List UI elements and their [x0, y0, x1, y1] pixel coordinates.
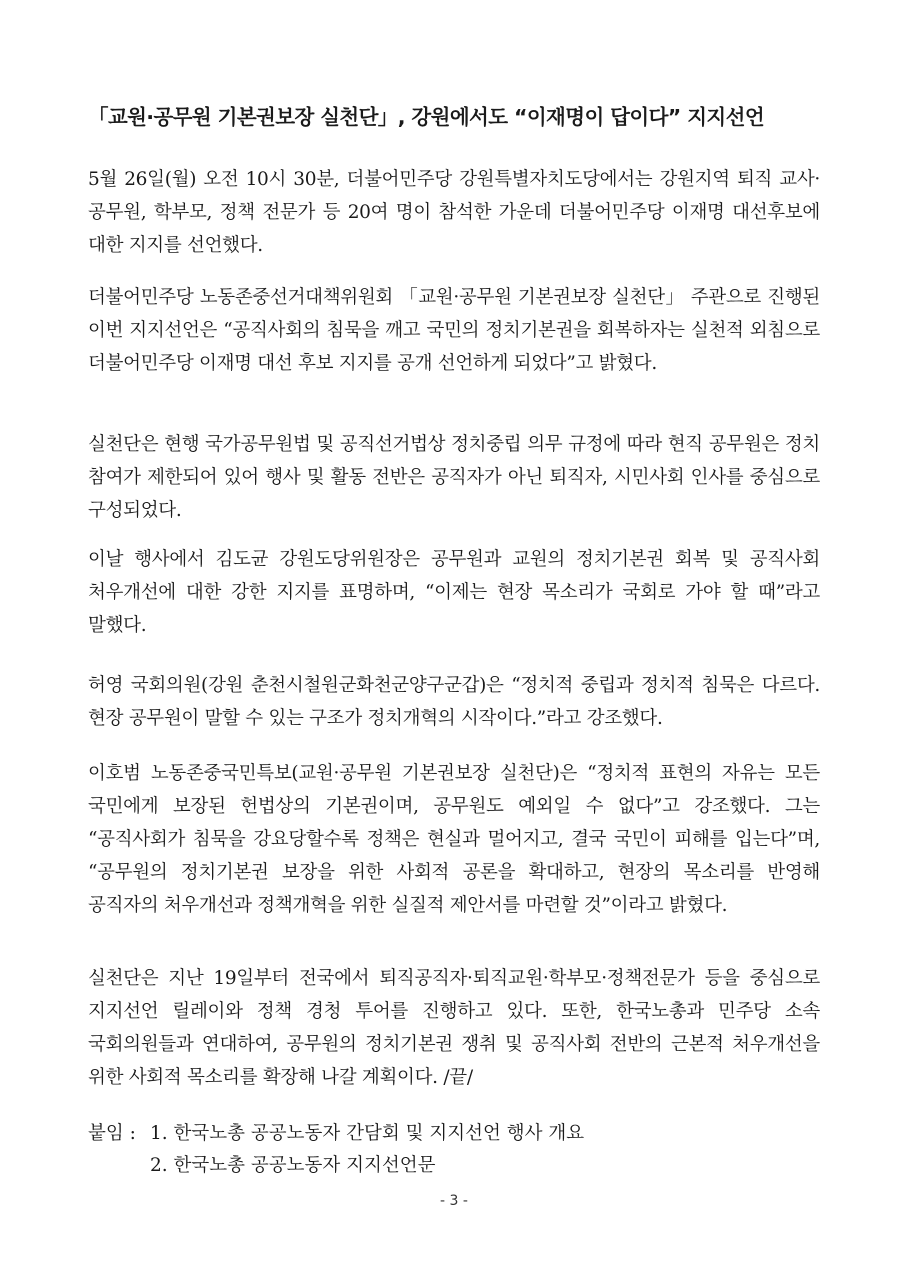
attachments-list: [88, 1118, 820, 1182]
document-title: 「교원·공무원 기본권보장 실천단」, 강원에서도 “이재명이 답이다” 지지선언: [88, 105, 765, 129]
paragraph-heo-young-remarks: 허영 국회의원(강원 춘천시철원군화천군양구군갑)은 “정치적 중립과 정치적 침묵은 다르다. 현장 공무원이 말할 수 있는 구조가 정치개혁의 시작이다.”라고 강조했다.: [88, 675, 820, 729]
attachment-item: [88, 1118, 820, 1150]
paragraph-lee-hobeom-remarks: 이호범 노동존중국민특보(교원·공무원 기본권보장 실천단)은 “정치적 표현의 자유는 모든 국민에게 보장된 헌법상의 기본권이며, 공무원도 예외일 수 없다”고 강조했다. 그는 “공직사회가 침묵을 강요당할수록 정책은 현실과 멀어지고, 결국 국민이 피해를 입는다”며, “공무원의 정치기본권 보장을 위한 사회적 공론을 확대하고, 현장의 목소리를 반영해 공직자의 처우개선과 정책개혁을 위한 실질적 제안서를 마련할 것”이라고 밝혔다.: [88, 763, 820, 916]
document-page: [88, 0, 820, 1280]
paragraph-event-summary: 5월 26일(월) 오전 10시 30분, 더불어민주당 강원특별자치도당에서는 강원지역 퇴직 교사·공무원, 학부모, 정책 전문가 등 20여 명이 참석한 가운데 더불어민주당 이재명 대선후보에 대한 지지를 선언했다.: [88, 169, 820, 256]
attachments-label: 붙임 :: [88, 1123, 136, 1144]
paragraph-kim-dogyun-remarks: 이날 행사에서 김도균 강원도당위원장은 공무원과 교원의 정치기본권 회복 및 공직사회 처우개선에 대한 강한 지지를 표명하며, “이제는 현장 목소리가 국회로 가야 할 때”라고 말했다.: [88, 549, 820, 636]
paragraph-organizer-statement: 더불어민주당 노동존중선거대책위원회 「교원·공무원 기본권보장 실천단」 주관으로 진행된 이번 지지선언은 “공직사회의 침묵을 깨고 국민의 정치기본권을 회복하자는 실천적 외침으로 더불어민주당 이재명 대선 후보 지지를 공개 선언하게 되었다”고 밝혔다.: [88, 287, 820, 374]
attachment-indent: [88, 1150, 150, 1182]
paragraph-participants: 실천단은 현행 국가공무원법 및 공직선거법상 정치중립 의무 규정에 따라 현직 공무원은 정치 참여가 제한되어 있어 행사 및 활동 전반은 공직자가 아닌 퇴직자, 시민사회 인사를 중심으로 구성되었다.: [88, 434, 820, 521]
attachment-item: [88, 1150, 820, 1182]
attachment-item-1: 1. 한국노총 공공노동자 간담회 및 지지선언 행사 개요: [150, 1123, 585, 1144]
paragraph-future-plans: 실천단은 지난 19일부터 전국에서 퇴직공직자·퇴직교원·학부모·정책전문가 등을 중심으로 지지선언 릴레이와 정책 경청 투어를 진행하고 있다. 또한, 한국노총과 민주당 소속 국회의원들과 연대하여, 공무원의 정치기본권 쟁취 및 공직사회 전반의 근본적 처우개선을 위한 사회적 목소리를 확장해 나갈 계획이다. /끝/: [88, 968, 820, 1088]
attachment-item-2: 2. 한국노총 공공노동자 지지선언문: [150, 1155, 436, 1176]
page-number: - 3 -: [440, 1193, 468, 1209]
